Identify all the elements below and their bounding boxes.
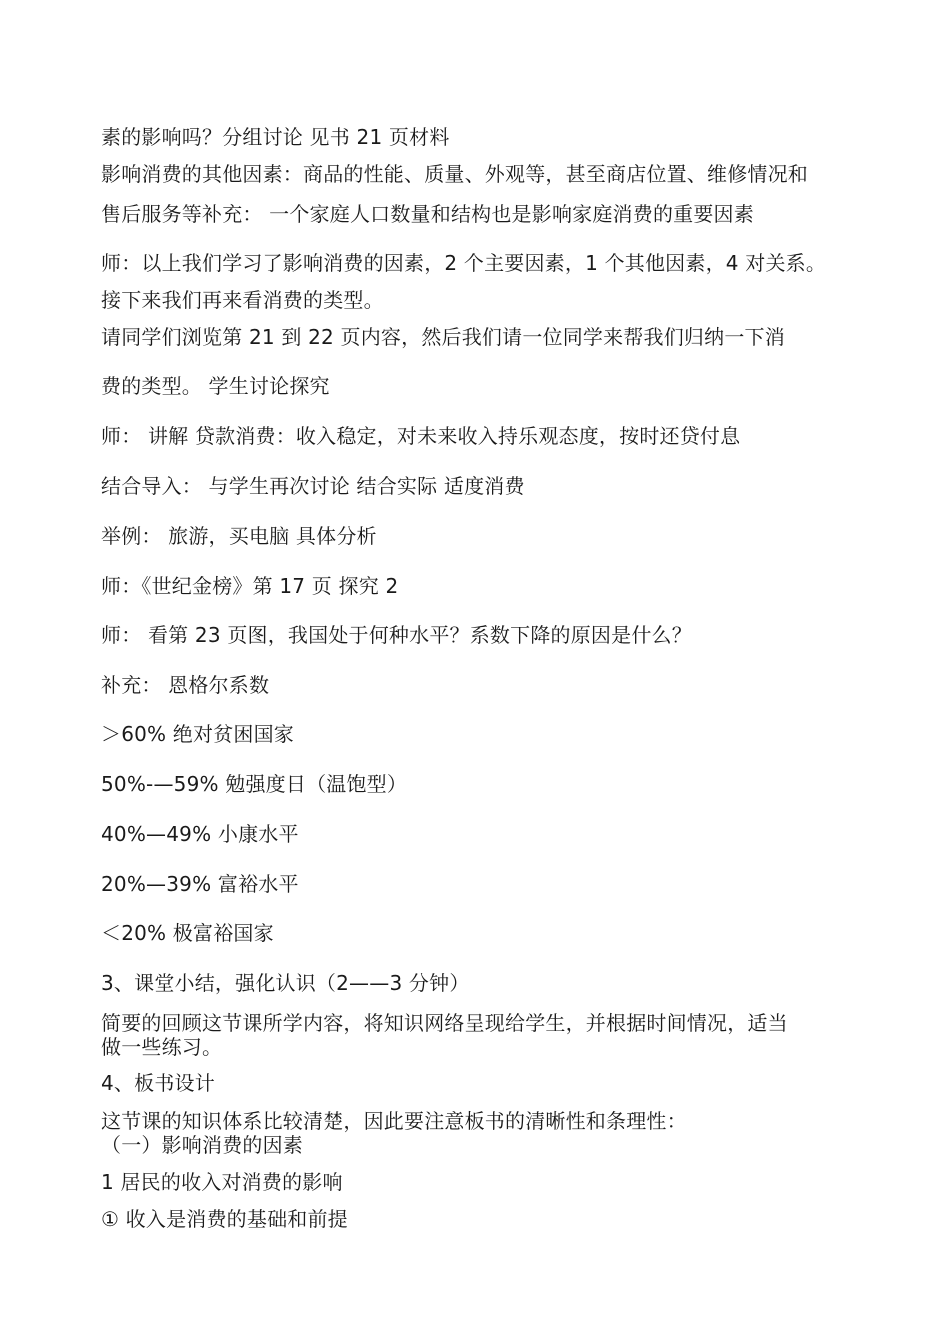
text-line: 接下来我们再来看消费的类型。 xyxy=(101,288,384,312)
text-line: 补充： 恩格尔系数 xyxy=(101,673,270,697)
text-line: 20%—39% 富裕水平 xyxy=(101,872,299,896)
text-line: 费的类型。 学生讨论探究 xyxy=(101,374,330,398)
text-line: 举例： 旅游，买电脑 具体分析 xyxy=(101,524,377,548)
text-line: 这节课的知识体系比较清楚，因此要注意板书的清晰性和条理性： xyxy=(101,1109,687,1133)
text-line: 师： 看第 23 页图，我国处于何种水平？系数下降的原因是什么？ xyxy=(101,623,692,647)
text-line: 结合导入： 与学生再次讨论 结合实际 适度消费 xyxy=(101,474,525,498)
text-line: 3、课堂小结，强化认识（2——3 分钟） xyxy=(101,971,470,995)
text-line: 师： 讲解 贷款消费：收入稳定，对未来收入持乐观态度，按时还贷付息 xyxy=(101,424,741,448)
text-line: 影响消费的其他因素：商品的性能、质量、外观等，甚至商店位置、维修情况和 xyxy=(101,162,808,186)
text-line: 师：《世纪金榜》第 17 页 探究 2 xyxy=(101,574,399,598)
text-line: 售后服务等补充： 一个家庭人口数量和结构也是影响家庭消费的重要因素 xyxy=(101,202,754,226)
text-line: 简要的回顾这节课所学内容，将知识网络呈现给学生，并根据时间情况，适当 xyxy=(101,1011,788,1035)
text-line: 素的影响吗？分组讨论 见书 21 页材料 xyxy=(101,125,450,149)
text-line: ＞60% 绝对贫困国家 xyxy=(101,722,295,746)
text-line: ① 收入是消费的基础和前提 xyxy=(101,1207,348,1231)
text-line: 师：以上我们学习了影响消费的因素，2 个主要因素，1 个其他因素，4 对关系。 xyxy=(101,251,827,275)
text-line: 4、板书设计 xyxy=(101,1071,215,1095)
text-line: ＜20% 极富裕国家 xyxy=(101,921,274,945)
text-line: 做一些练习。 xyxy=(101,1035,223,1059)
text-line: 请同学们浏览第 21 到 22 页内容，然后我们请一位同学来帮我们归纳一下消 xyxy=(101,325,785,349)
text-line: 50%-—59% 勉强度日（温饱型） xyxy=(101,772,408,796)
text-line: 1 居民的收入对消费的影响 xyxy=(101,1170,343,1194)
text-line: 40%—49% 小康水平 xyxy=(101,822,299,846)
text-line: （一）影响消费的因素 xyxy=(101,1133,303,1157)
